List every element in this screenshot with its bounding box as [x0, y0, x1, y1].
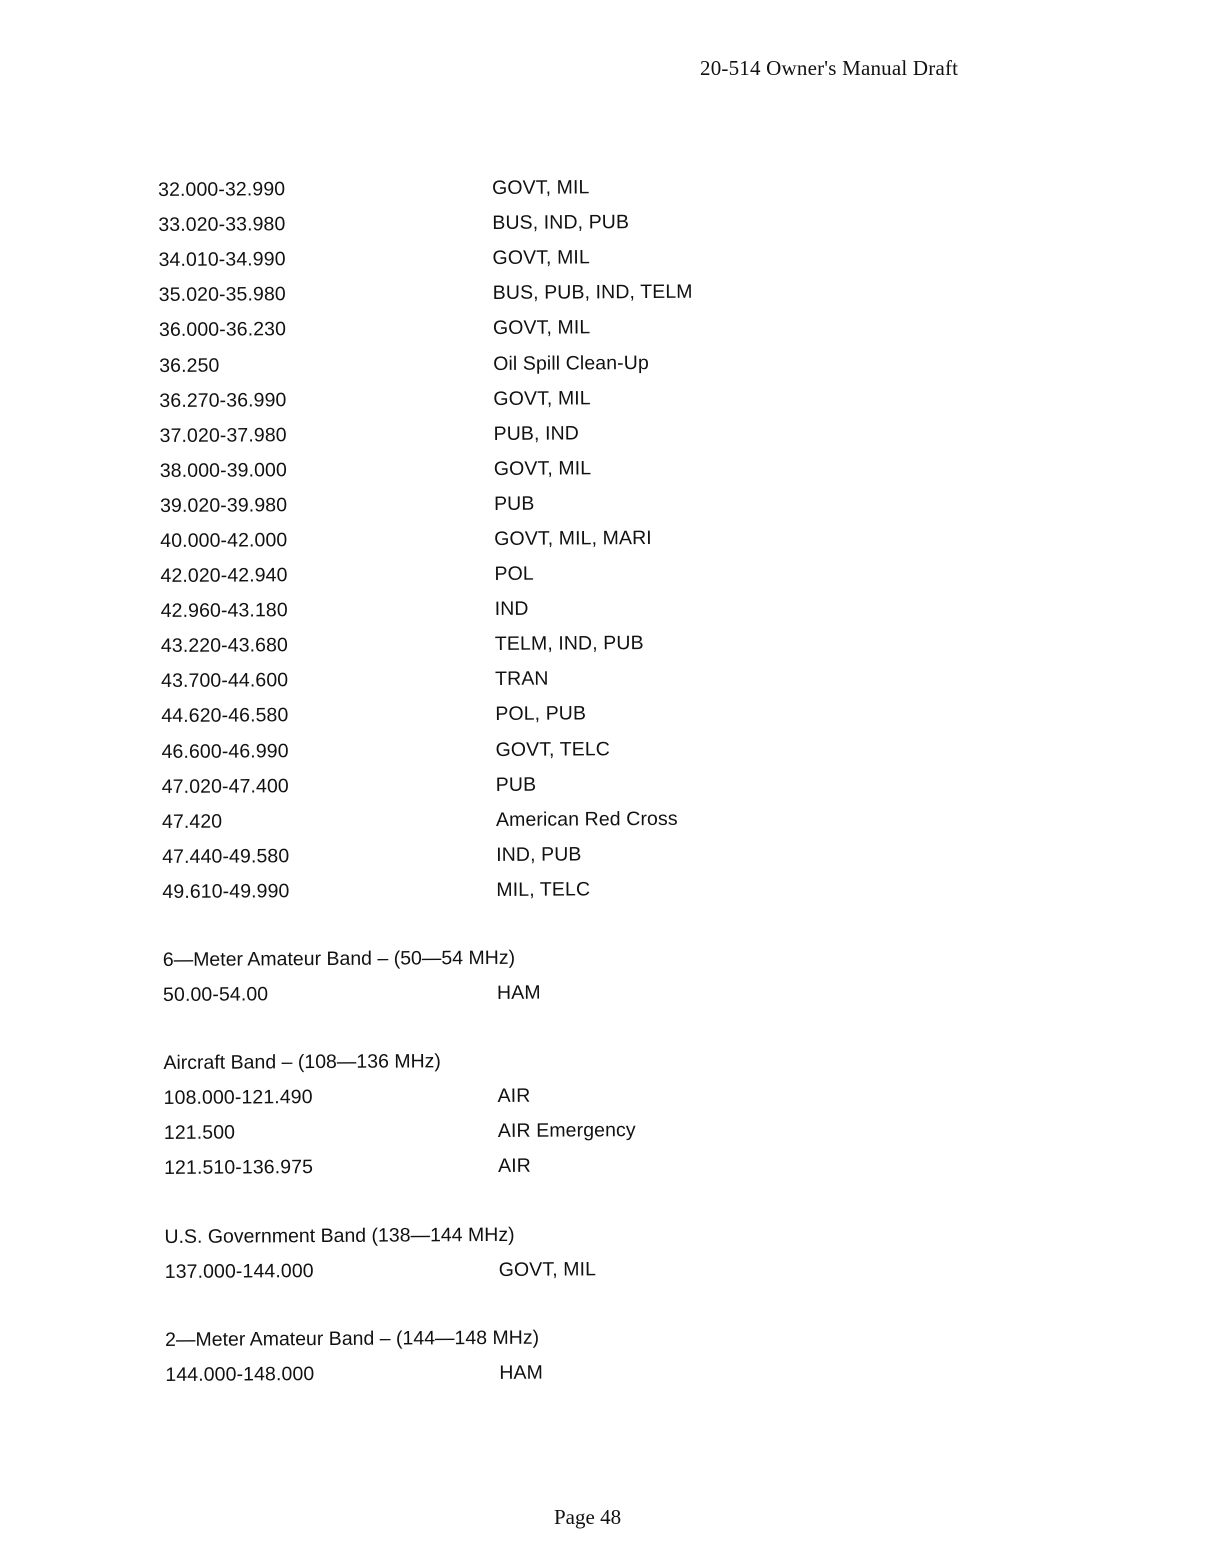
- frequency-use: Oil Spill Clean-Up: [493, 351, 649, 375]
- frequency-row: [162, 800, 862, 839]
- frequency-use: IND: [494, 597, 529, 621]
- band-section: [163, 1042, 864, 1187]
- frequency-range: 37.020-37.980: [159, 423, 287, 447]
- frequency-use: AIR Emergency: [497, 1119, 636, 1143]
- frequency-range: 40.000-42.000: [160, 529, 288, 552]
- frequency-use: American Red Cross: [495, 807, 678, 831]
- frequency-range: 36.000-36.230: [158, 318, 287, 342]
- frequency-row: [158, 204, 858, 243]
- frequency-row: [165, 1354, 865, 1393]
- frequency-use: GOVT, MIL: [493, 457, 592, 480]
- band-section: [163, 939, 863, 1013]
- band-sections: [163, 939, 866, 1393]
- frequency-range: 137.000-144.000: [164, 1259, 314, 1283]
- frequency-row: [161, 730, 861, 769]
- frequency-range: 43.700-44.600: [161, 669, 289, 693]
- frequency-row: [162, 765, 862, 804]
- frequency-use: PUB: [493, 492, 535, 515]
- frequency-use: GOVT, TELC: [495, 737, 611, 761]
- frequency-list: [158, 169, 865, 1393]
- frequency-row: [160, 520, 860, 559]
- section-title: Aircraft Band – (108—136 MHz): [163, 1050, 441, 1075]
- frequency-row: [159, 309, 859, 348]
- frequency-row: [161, 590, 861, 629]
- frequency-use: GOVT, MIL: [493, 386, 591, 410]
- frequency-row: [161, 625, 861, 664]
- band-section: [164, 1215, 864, 1289]
- frequency-range: 32.000-32.990: [158, 178, 286, 202]
- frequency-row: [159, 344, 859, 383]
- frequency-row: [160, 414, 860, 453]
- frequency-use: GOVT, MIL: [498, 1258, 597, 1281]
- frequency-range: 47.440-49.580: [162, 845, 290, 868]
- frequency-use: GOVT, MIL: [492, 246, 590, 270]
- page-header: 20-514 Owner's Manual Draft: [700, 56, 959, 80]
- frequency-row: [161, 660, 861, 699]
- frequency-use: MIL, TELC: [496, 878, 591, 901]
- section-title: 2—Meter Amateur Band – (144—148 MHz): [165, 1326, 540, 1351]
- frequency-row: [159, 379, 859, 418]
- frequency-range: 49.610-49.990: [162, 880, 290, 903]
- section-title: 6—Meter Amateur Band – (50—54 MHz): [162, 946, 516, 972]
- frequency-use: POL: [494, 562, 534, 586]
- frequency-range: 108.000-121.490: [163, 1086, 313, 1110]
- frequency-use: HAM: [499, 1361, 544, 1384]
- frequency-use: IND, PUB: [496, 843, 582, 866]
- frequency-range: 144.000-148.000: [165, 1362, 315, 1386]
- frequency-row: [162, 871, 862, 910]
- frequency-use: AIR: [498, 1155, 531, 1178]
- frequency-range: 44.620-46.580: [161, 704, 289, 728]
- band-section: [165, 1318, 865, 1392]
- frequency-range: 121.510-136.975: [164, 1156, 314, 1180]
- frequency-row: [158, 169, 858, 208]
- frequency-range: 39.020-39.980: [159, 494, 288, 517]
- frequency-row: [164, 1077, 864, 1116]
- frequency-use: GOVT, MIL: [492, 176, 590, 200]
- frequency-range: 43.220-43.680: [160, 634, 289, 658]
- frequency-range: 36.250: [159, 354, 220, 377]
- frequency-range: 33.020-33.980: [158, 213, 286, 237]
- frequency-use: BUS, PUB, IND, TELM: [492, 281, 693, 305]
- frequency-range: 35.020-35.980: [158, 283, 286, 307]
- frequency-row: [160, 449, 860, 488]
- frequency-row: [163, 974, 863, 1013]
- frequency-range: 47.420: [161, 810, 223, 833]
- frequency-use: AIR: [497, 1085, 531, 1108]
- section-title: U.S. Government Band (138—144 MHz): [164, 1223, 515, 1248]
- frequency-row: [164, 1147, 864, 1186]
- frequency-range: 42.960-43.180: [160, 599, 288, 623]
- frequency-use: PUB, IND: [493, 422, 579, 445]
- main-frequency-table: [158, 169, 862, 910]
- frequency-range: 38.000-39.000: [159, 459, 287, 482]
- frequency-range: 50.00-54.00: [162, 983, 269, 1007]
- frequency-range: 121.500: [163, 1121, 236, 1145]
- frequency-range: 36.270-36.990: [159, 388, 287, 412]
- frequency-use: POL, PUB: [495, 702, 587, 726]
- frequency-use: PUB: [495, 773, 537, 796]
- frequency-range: 42.020-42.940: [160, 564, 288, 588]
- frequency-use: TRAN: [495, 667, 549, 691]
- page-number: Page 48: [554, 1505, 622, 1529]
- frequency-row: [161, 695, 861, 734]
- frequency-use: BUS, IND, PUB: [492, 211, 630, 235]
- frequency-use: TELM, IND, PUB: [494, 632, 644, 656]
- frequency-range: 47.020-47.400: [161, 774, 289, 798]
- frequency-row: [162, 835, 862, 874]
- frequency-use: GOVT, MIL: [492, 316, 591, 340]
- frequency-range: 34.010-34.990: [158, 248, 286, 272]
- frequency-row: [159, 274, 859, 313]
- frequency-row: [165, 1250, 865, 1289]
- frequency-use: GOVT, MIL, MARI: [494, 526, 652, 550]
- frequency-range: 46.600-46.990: [161, 739, 289, 763]
- frequency-row: [160, 555, 860, 594]
- frequency-row: [164, 1112, 864, 1151]
- frequency-use: HAM: [496, 981, 541, 1005]
- frequency-row: [158, 239, 858, 278]
- frequency-row: [160, 485, 860, 524]
